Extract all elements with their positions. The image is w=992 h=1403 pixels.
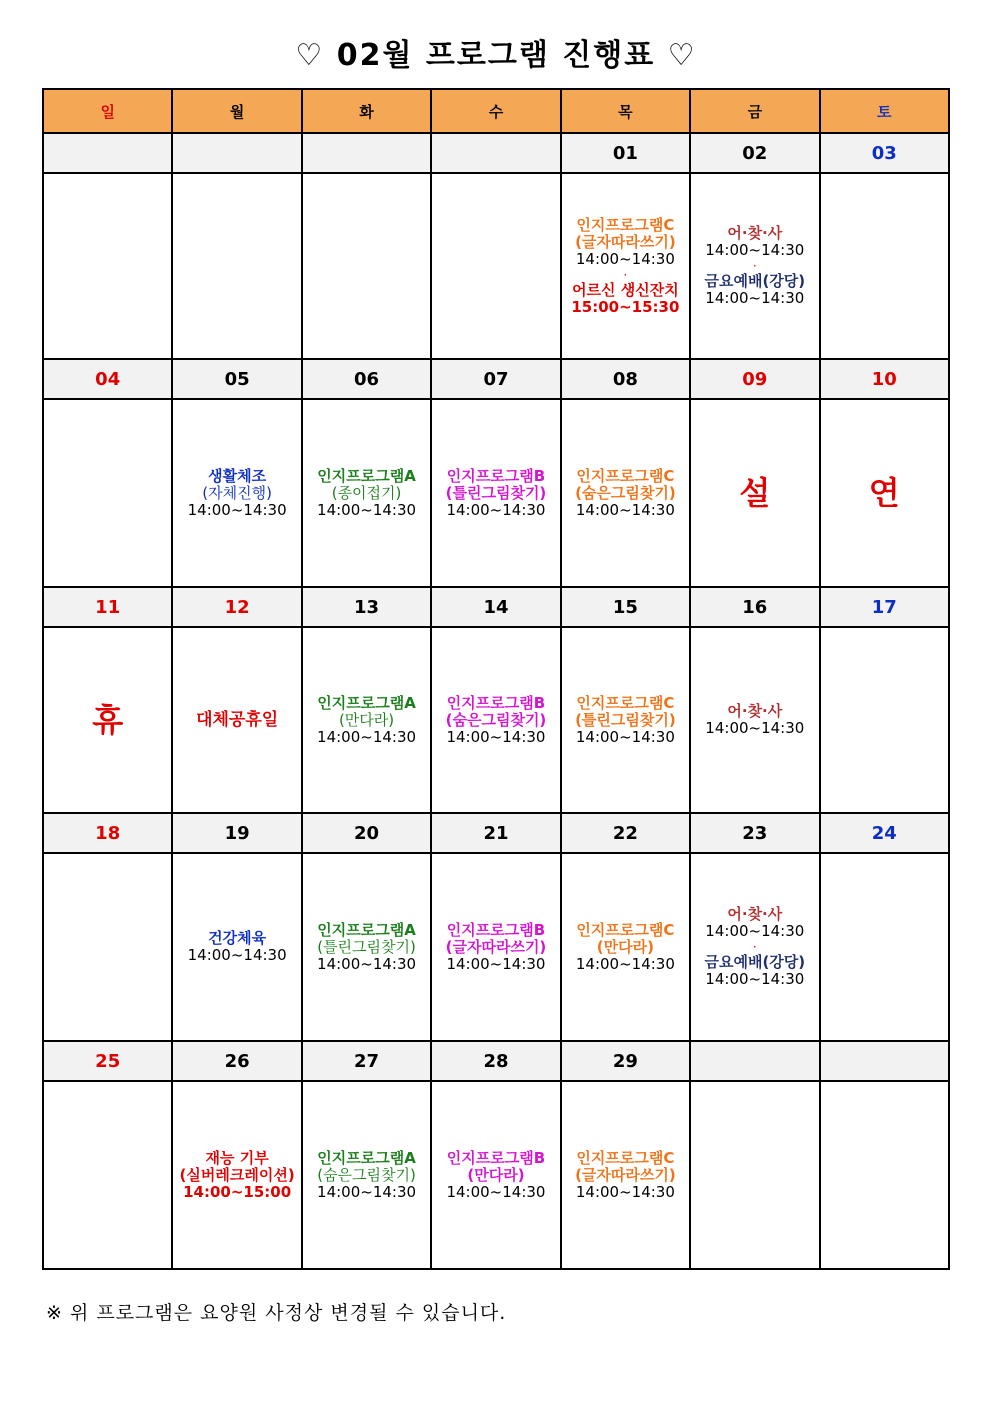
date-cell — [690, 1041, 819, 1081]
weekday-mon: 월 — [172, 89, 301, 133]
event-time: 15:00~15:30 — [571, 297, 680, 316]
program-detail: (숨은그림찾기) — [317, 1165, 416, 1184]
day-cell — [561, 853, 690, 1041]
day-cell — [820, 1081, 949, 1269]
weekday-fri: 금 — [690, 89, 819, 133]
date-cell: 02 — [690, 133, 819, 173]
program-name: 재능 기부 — [205, 1148, 269, 1167]
day-cell — [172, 853, 301, 1041]
day-cell — [172, 173, 301, 359]
day-cell — [690, 1081, 819, 1269]
date-cell: 03 — [820, 133, 949, 173]
day-cell — [561, 399, 690, 587]
program-row — [43, 853, 949, 1041]
date-cell: 29 — [561, 1041, 690, 1081]
day-cell — [302, 627, 431, 813]
day-cell — [690, 627, 819, 813]
program-name: 인지프로그램A — [317, 693, 416, 712]
day-cell — [820, 173, 949, 359]
program-time: 14:00~14:30 — [187, 946, 287, 964]
program-detail: (종이접기) — [331, 483, 402, 502]
day-cell — [820, 399, 949, 587]
date-row — [43, 133, 949, 173]
program-time: 14:00~14:30 — [575, 954, 675, 973]
date-cell: 21 — [431, 813, 560, 853]
program-time: 14:00~14:30 — [705, 719, 805, 737]
program-time: 14:00~14:30 — [705, 241, 805, 259]
date-cell: 26 — [172, 1041, 301, 1081]
date-cell: 06 — [302, 359, 431, 399]
program-detail: (틀린그림찾기) — [317, 937, 416, 956]
day-cell — [690, 853, 819, 1041]
day-cell — [302, 173, 431, 359]
weekday-tue: 화 — [302, 89, 431, 133]
program-name: 인지프로그램C — [576, 693, 675, 712]
program-detail: (만다라) — [338, 710, 395, 729]
day-cell — [690, 173, 819, 359]
date-cell — [431, 133, 560, 173]
program-detail: (틀린그림찾기) — [445, 483, 547, 502]
date-cell: 28 — [431, 1041, 560, 1081]
page-title: ♡ 02월 프로그램 진행표 ♡ — [295, 38, 697, 73]
program-time: 14:00~14:30 — [317, 954, 417, 973]
day-cell — [431, 1081, 560, 1269]
holiday-mark: 연 — [868, 474, 900, 512]
program-time: 14:00~14:30 — [575, 727, 675, 746]
event-name: 어르신 생신잔치 — [572, 280, 679, 299]
date-cell: 18 — [43, 813, 172, 853]
program-time: 14:00~15:00 — [183, 1182, 292, 1201]
program-name: 인지프로그램C — [576, 920, 675, 939]
date-cell: 19 — [172, 813, 301, 853]
program-detail: (자체진행) — [202, 483, 272, 502]
weekday-sun: 일 — [43, 89, 172, 133]
program-name: 인지프로그램A — [317, 920, 416, 939]
day-cell — [172, 1081, 301, 1269]
date-cell — [820, 1041, 949, 1081]
date-cell: 07 — [431, 359, 560, 399]
day-cell — [431, 399, 560, 587]
program-row — [43, 1081, 949, 1269]
weekday-sat: 토 — [820, 89, 949, 133]
day-cell — [43, 173, 172, 359]
program-time: 14:00~14:30 — [575, 500, 675, 519]
program-name: 인지프로그램B — [446, 1148, 546, 1167]
separator-dot: · — [752, 259, 757, 273]
day-cell — [302, 1081, 431, 1269]
day-cell — [561, 627, 690, 813]
date-cell — [172, 133, 301, 173]
date-cell: 25 — [43, 1041, 172, 1081]
day-cell — [43, 853, 172, 1041]
date-cell: 22 — [561, 813, 690, 853]
weekday-thu: 목 — [561, 89, 690, 133]
program-name: 인지프로그램B — [446, 693, 546, 712]
program-time: 14:00~14:30 — [446, 500, 546, 519]
day-cell — [431, 173, 560, 359]
footnote: ※ 위 프로그램은 요양원 사정상 변경될 수 있습니다. — [46, 1302, 507, 1324]
day-cell — [690, 399, 819, 587]
weekday-header-row — [43, 89, 949, 133]
day-cell — [820, 853, 949, 1041]
separator-dot: · — [623, 267, 628, 282]
program-name: 인지프로그램C — [576, 215, 675, 234]
date-cell: 24 — [820, 813, 949, 853]
program-time: 14:00~14:30 — [705, 922, 805, 940]
day-cell — [431, 627, 560, 813]
program-time: 14:00~14:30 — [446, 727, 546, 746]
program-detail: (틀린그림찾기) — [575, 710, 676, 729]
date-cell: 01 — [561, 133, 690, 173]
date-cell: 14 — [431, 587, 560, 627]
date-cell: 13 — [302, 587, 431, 627]
program-detail: (실버레크레이션) — [179, 1165, 295, 1184]
event-name: 금요예배(강당) — [704, 953, 806, 971]
date-row — [43, 1041, 949, 1081]
program-calendar — [42, 88, 950, 1270]
program-name: 어·찾·사 — [727, 224, 783, 242]
date-cell: 11 — [43, 587, 172, 627]
date-cell: 15 — [561, 587, 690, 627]
day-cell — [820, 627, 949, 813]
day-cell — [431, 853, 560, 1041]
day-cell — [43, 1081, 172, 1269]
day-cell — [172, 399, 301, 587]
day-cell — [43, 399, 172, 587]
program-detail: (글자따라쓰기) — [445, 937, 547, 956]
date-row — [43, 359, 949, 399]
program-detail: (숨은그림찾기) — [575, 483, 676, 502]
program-time: 14:00~14:30 — [446, 954, 546, 973]
program-row — [43, 399, 949, 587]
program-name: 인지프로그램C — [576, 1148, 675, 1167]
holiday-mark: 설 — [739, 474, 771, 512]
holiday-label: 대체공휴일 — [196, 709, 279, 730]
holiday-mark: 휴 — [92, 701, 124, 739]
program-name: 생활체조 — [208, 466, 267, 485]
day-cell — [561, 173, 690, 359]
program-name: 인지프로그램C — [576, 466, 675, 485]
event-time: 14:00~14:30 — [705, 289, 805, 307]
program-time: 14:00~14:30 — [317, 727, 417, 746]
program-time: 14:00~14:30 — [187, 500, 287, 519]
day-cell — [302, 399, 431, 587]
date-cell: 20 — [302, 813, 431, 853]
day-cell — [561, 1081, 690, 1269]
program-detail: (숨은그림찾기) — [445, 710, 547, 729]
program-time: 14:00~14:30 — [317, 500, 417, 519]
program-time: 14:00~14:30 — [575, 1182, 675, 1201]
date-cell: 16 — [690, 587, 819, 627]
date-cell: 23 — [690, 813, 819, 853]
separator-dot: · — [752, 940, 757, 954]
program-name: 어·찾·사 — [727, 905, 783, 923]
date-cell: 08 — [561, 359, 690, 399]
date-cell — [43, 133, 172, 173]
date-cell: 10 — [820, 359, 949, 399]
program-name: 인지프로그램B — [446, 466, 546, 485]
program-name: 건강체육 — [208, 929, 267, 947]
date-row — [43, 587, 949, 627]
date-row — [43, 813, 949, 853]
weekday-wed: 수 — [431, 89, 560, 133]
program-row — [43, 627, 949, 813]
date-cell: 12 — [172, 587, 301, 627]
date-cell: 17 — [820, 587, 949, 627]
date-cell — [302, 133, 431, 173]
event-name: 금요예배(강당) — [704, 272, 806, 290]
program-name: 인지프로그램A — [317, 466, 416, 485]
program-detail: (만다라) — [467, 1165, 525, 1184]
date-cell: 04 — [43, 359, 172, 399]
day-cell — [43, 627, 172, 813]
program-name: 어·찾·사 — [727, 702, 783, 720]
date-cell: 09 — [690, 359, 819, 399]
program-name: 인지프로그램A — [317, 1148, 416, 1167]
program-detail: (글자따라쓰기) — [575, 1165, 676, 1184]
program-detail: (만다라) — [596, 937, 654, 956]
program-time: 14:00~14:30 — [317, 1182, 417, 1201]
date-cell: 05 — [172, 359, 301, 399]
day-cell — [172, 627, 301, 813]
program-detail: (글자따라쓰기) — [575, 232, 676, 251]
event-time: 14:00~14:30 — [705, 970, 805, 988]
date-cell: 27 — [302, 1041, 431, 1081]
program-name: 인지프로그램B — [446, 920, 546, 939]
program-time: 14:00~14:30 — [575, 249, 675, 268]
program-row — [43, 173, 949, 359]
program-time: 14:00~14:30 — [446, 1182, 546, 1201]
day-cell — [302, 853, 431, 1041]
